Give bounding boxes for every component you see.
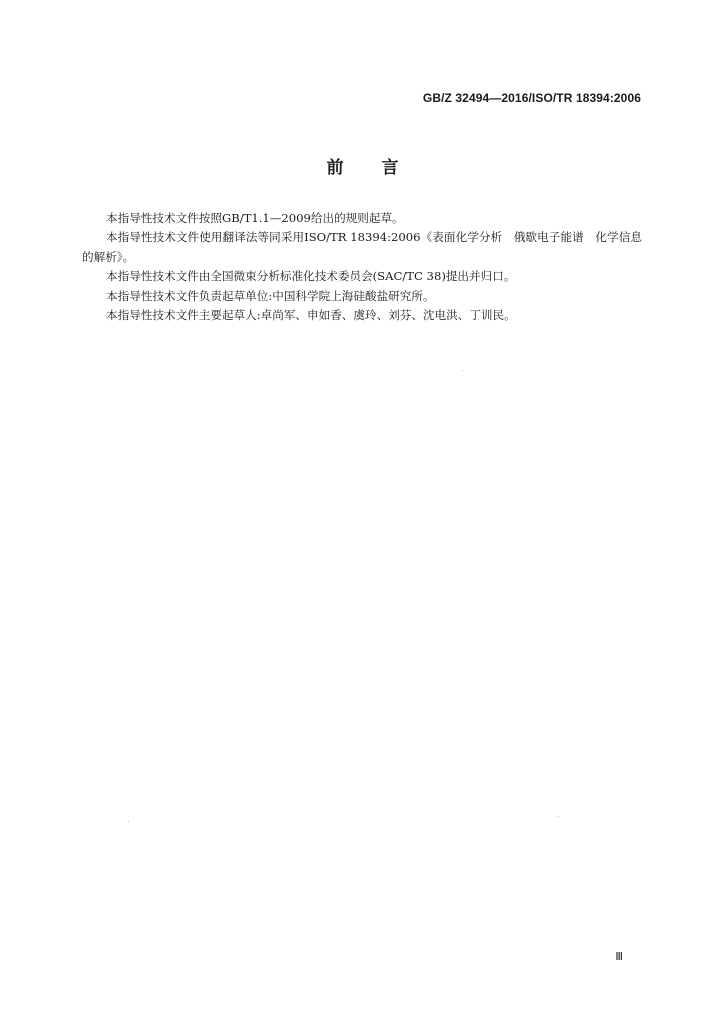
paragraph-drafting-unit: 本指导性技术文件负责起草单位:中国科学院上海硅酸盐研究所。 xyxy=(106,288,435,303)
paragraph-drafting-rules: 本指导性技术文件按照GB/T1.1—2009给出的规则起草。 xyxy=(106,211,404,225)
preface-body xyxy=(82,209,642,325)
scan-speck xyxy=(558,816,559,817)
paragraph-adoption: 本指导性技术文件使用翻译法等同采用ISO/TR 18394:2006《表面化学分析 俄歇电子能谱 化学信息的解析》。 xyxy=(82,230,642,264)
standard-code: GB/Z 32494—2016/ISO/TR 18394:2006 xyxy=(422,91,641,105)
page-title: 前言 xyxy=(326,158,437,178)
page-number: Ⅲ xyxy=(615,951,623,963)
paragraph-proposer: 本指导性技术文件由全国微束分析标准化技术委员会(SAC/TC 38)提出并归口。 xyxy=(106,269,516,284)
scan-speck xyxy=(128,821,129,822)
paragraph-drafters: 本指导性技术文件主要起草人:卓尚军、申如香、虞玲、刘芬、沈电洪、丁训民。 xyxy=(106,308,516,323)
scan-speck xyxy=(462,370,463,371)
